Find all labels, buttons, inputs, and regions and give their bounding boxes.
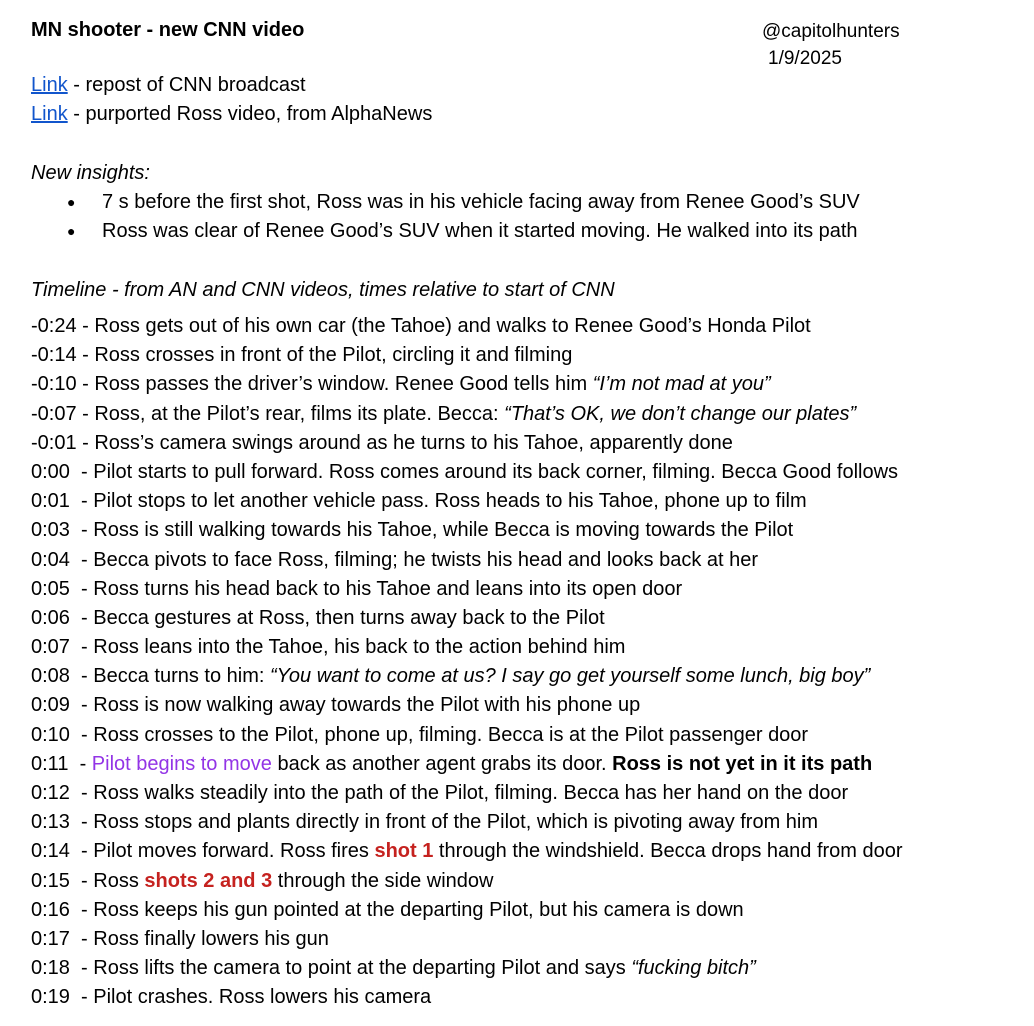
timeline-row — [31, 400, 903, 429]
event-text: - Ross stops and plants directly in front of the Pilot, which is pivoting away from him — [69, 811, 819, 834]
timeline-heading: Timeline - from AN and CNN videos, times relative to start of CNN — [31, 279, 615, 301]
link-description: - purported Ross video, from AlphaNews — [67, 103, 433, 125]
links-section — [31, 71, 432, 129]
author-handle: @capitolhunters — [762, 21, 900, 42]
event-text: back as another agent grabs its door. — [271, 752, 613, 775]
event-text: - Ross, at the Pilot’s rear, films its plate. Becca: — [76, 402, 505, 425]
timeline-row — [31, 837, 903, 866]
timestamp: 0:13 — [31, 811, 70, 834]
timeline-row — [31, 516, 903, 545]
event-text: through the windshield. Becca drops hand from door — [433, 840, 903, 863]
bold-text: Ross is not yet in it its path — [612, 752, 873, 775]
event-text: - Ross crosses to the Pilot, phone up, filming. Becca is at the Pilot passenger door — [69, 723, 809, 746]
timestamp: 0:08 — [31, 665, 70, 688]
timestamp: -0:14 — [31, 344, 77, 367]
timeline-row — [31, 779, 903, 808]
event-text: - — [68, 752, 92, 775]
event-text: - Ross’s camera swings around as he turns to his Tahoe, apparently done — [76, 431, 733, 454]
event-text: - Ross gets out of his own car (the Tahoe) and walks to Renee Good’s Honda Pilot — [76, 315, 811, 337]
timestamp: -0:01 — [31, 431, 77, 454]
alphanews-video-link[interactable]: Link — [31, 103, 68, 125]
event-text: - Ross finally lowers his gun — [69, 927, 329, 950]
timeline-row — [31, 341, 903, 370]
event-text: - Becca turns to him: — [69, 665, 271, 688]
timestamp: 0:01 — [31, 490, 70, 513]
timeline-row — [31, 370, 903, 399]
link-description: - repost of CNN broadcast — [67, 74, 306, 96]
event-text: - Ross crosses in front of the Pilot, circling it and filming — [76, 344, 573, 367]
timeline-row — [31, 546, 903, 575]
event-text: - Ross turns his head back to his Tahoe and leans into its open door — [69, 577, 683, 600]
event-text: - Ross keeps his gun pointed at the departing Pilot, but his camera is down — [69, 898, 744, 921]
timestamp: 0:17 — [31, 927, 70, 950]
quote-text: “I’m not mad at you” — [592, 373, 771, 396]
timeline-row — [31, 721, 903, 750]
quote-text: “fucking bitch” — [631, 957, 756, 980]
timestamp: 0:07 — [31, 636, 70, 659]
timestamp: 0:09 — [31, 694, 70, 717]
event-text: - Pilot moves forward. Ross fires — [69, 840, 375, 863]
timestamp: 0:10 — [31, 723, 70, 746]
quote-text: “You want to come at us? I say go get yourself some lunch, big boy” — [270, 665, 871, 688]
timeline-row — [31, 575, 903, 604]
timeline-row — [31, 925, 903, 954]
timestamp: 0:03 — [31, 519, 70, 542]
insights-list — [31, 188, 860, 246]
shots-text: shots 2 and 3 — [144, 869, 273, 892]
insight-item: ● Ross was clear of Renee Good’s SUV when it started moving. He walked into its path — [31, 217, 860, 246]
insights-heading: New insights: — [31, 162, 150, 184]
timeline-list — [31, 312, 903, 1013]
timestamp: 0:19 — [31, 986, 70, 1009]
quote-text: “That’s OK, we don’t change our plates” — [504, 402, 857, 425]
link-row-cnn — [31, 71, 432, 100]
event-text: - Ross lifts the camera to point at the departing Pilot and says — [69, 957, 632, 980]
event-text: - Pilot starts to pull forward. Ross comes around its back corner, filming. Becca Good follows — [69, 460, 899, 483]
event-text: - Becca gestures at Ross, then turns away back to the Pilot — [69, 606, 605, 629]
timeline-row — [31, 750, 903, 779]
timestamp: 0:00 — [31, 460, 70, 483]
event-text: - Ross is now walking away towards the Pilot with his phone up — [69, 694, 641, 717]
timeline-row — [31, 954, 903, 983]
event-text: - Ross leans into the Tahoe, his back to the action behind him — [69, 636, 626, 659]
event-text: - Ross — [69, 869, 145, 892]
timestamp: 0:06 — [31, 606, 70, 629]
timestamp: 0:05 — [31, 577, 70, 600]
timeline-row — [31, 458, 903, 487]
timestamp: 0:11 — [31, 752, 69, 775]
timeline-row — [31, 983, 903, 1012]
document-title: MN shooter - new CNN video — [31, 19, 305, 41]
timeline-row — [31, 312, 903, 341]
timeline-row — [31, 604, 903, 633]
event-text: - Ross passes the driver’s window. Renee Good tells him — [76, 373, 593, 396]
timeline-row — [31, 633, 903, 662]
link-row-alphanews — [31, 100, 432, 129]
timestamp: 0:14 — [31, 840, 70, 863]
timeline-row — [31, 867, 903, 896]
shots-text: shot 1 — [374, 840, 434, 863]
timestamp: 0:12 — [31, 782, 70, 804]
document-date: 1/9/2025 — [768, 48, 842, 69]
event-text: - Pilot crashes. Ross lowers his camera — [69, 986, 432, 1009]
event-text: - Ross is still walking towards his Tahoe, while Becca is moving towards the Pilot — [69, 519, 794, 542]
cnn-broadcast-link[interactable]: Link — [31, 74, 68, 96]
timeline-row — [31, 487, 903, 516]
timestamp: 0:04 — [31, 548, 70, 571]
timestamp: -0:10 — [31, 373, 77, 396]
timestamp: 0:16 — [31, 898, 70, 921]
timeline-row — [31, 429, 903, 458]
timeline-row — [31, 808, 903, 837]
event-text: - Pilot stops to let another vehicle pass. Ross heads to his Tahoe, phone up to film — [69, 490, 807, 513]
timestamp: -0:24 — [31, 315, 77, 337]
timeline-row — [31, 691, 903, 720]
insight-item: ● 7 s before the first shot, Ross was in his vehicle facing away from Renee Good’s SUV — [31, 188, 860, 217]
event-text: through the side window — [272, 869, 494, 892]
event-text: - Becca pivots to face Ross, filming; he twists his head and looks back at her — [69, 548, 759, 571]
timestamp: -0:07 — [31, 402, 77, 425]
timestamp: 0:18 — [31, 957, 70, 980]
timeline-row — [31, 896, 903, 925]
timestamp: 0:15 — [31, 869, 70, 892]
timeline-row — [31, 662, 903, 691]
event-text: - Ross walks steadily into the path of the Pilot, filming. Becca has her hand on the door — [69, 782, 849, 804]
highlight-text: Pilot begins to move — [91, 752, 272, 775]
